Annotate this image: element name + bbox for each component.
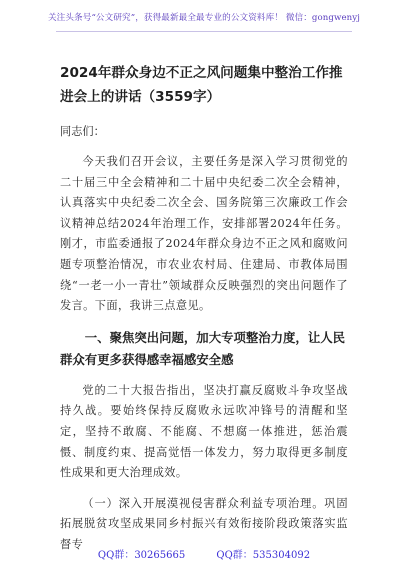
header-note: 关注头条号“公文研究”，获得最新最全最专业的公文资料库！ 微信：gongwenyj [47,13,361,23]
header-divider [56,31,352,32]
footer [0,546,408,561]
salutation: 同志们： [60,125,105,138]
intro-paragraph: 今天我们召开会议，主要任务是深入学习贯彻党的二十届三中全会精神和二十届中央纪委二次全会精神，认真落实中央纪委二次全会、国务院第三次廉政工作会议精神总结2024年治理工作，安排部署2024年任务。刚才，市监委通报了2024年群众身边不正之风和腐败问题专项整治情况，市农业农村局、住建局、市教体局围绕“一老一小一青壮”领域群众反映强烈的突出问题作了发言。下面，我讲三点意见。 [60,155,348,313]
footer-qq-group-2: QQ群：535304092 [216,550,311,561]
document-body [60,61,348,556]
section-paragraph: 党的二十大报告指出，坚决打赢反腐败斗争攻坚战持久战。要始终保持反腐败永远吹冲锋号的清醒和坚定，坚持不敢腐、不能腐、不想腐一体推进，惩治震慑、制度约束、提高觉悟一体发力，努力取得更多制度性成果和更大治理成效。 [60,383,348,480]
section-heading: 一、聚焦突出问题，加大专项整治力度，让人民群众有更多获得感幸福感安全感 [60,329,345,367]
footer-qq-group-1: QQ群：30265665 [97,550,186,561]
subsection-paragraph: （一）深入开展漠视侵害群众利益专项治理。巩固拓展脱贫攻坚成果同乡村振兴有效衔接阶段政策落实监督专 [60,496,348,551]
document-title: 2024年群众身边不正之风问题集中整治工作推进会上的讲话（3559字） [60,65,343,105]
